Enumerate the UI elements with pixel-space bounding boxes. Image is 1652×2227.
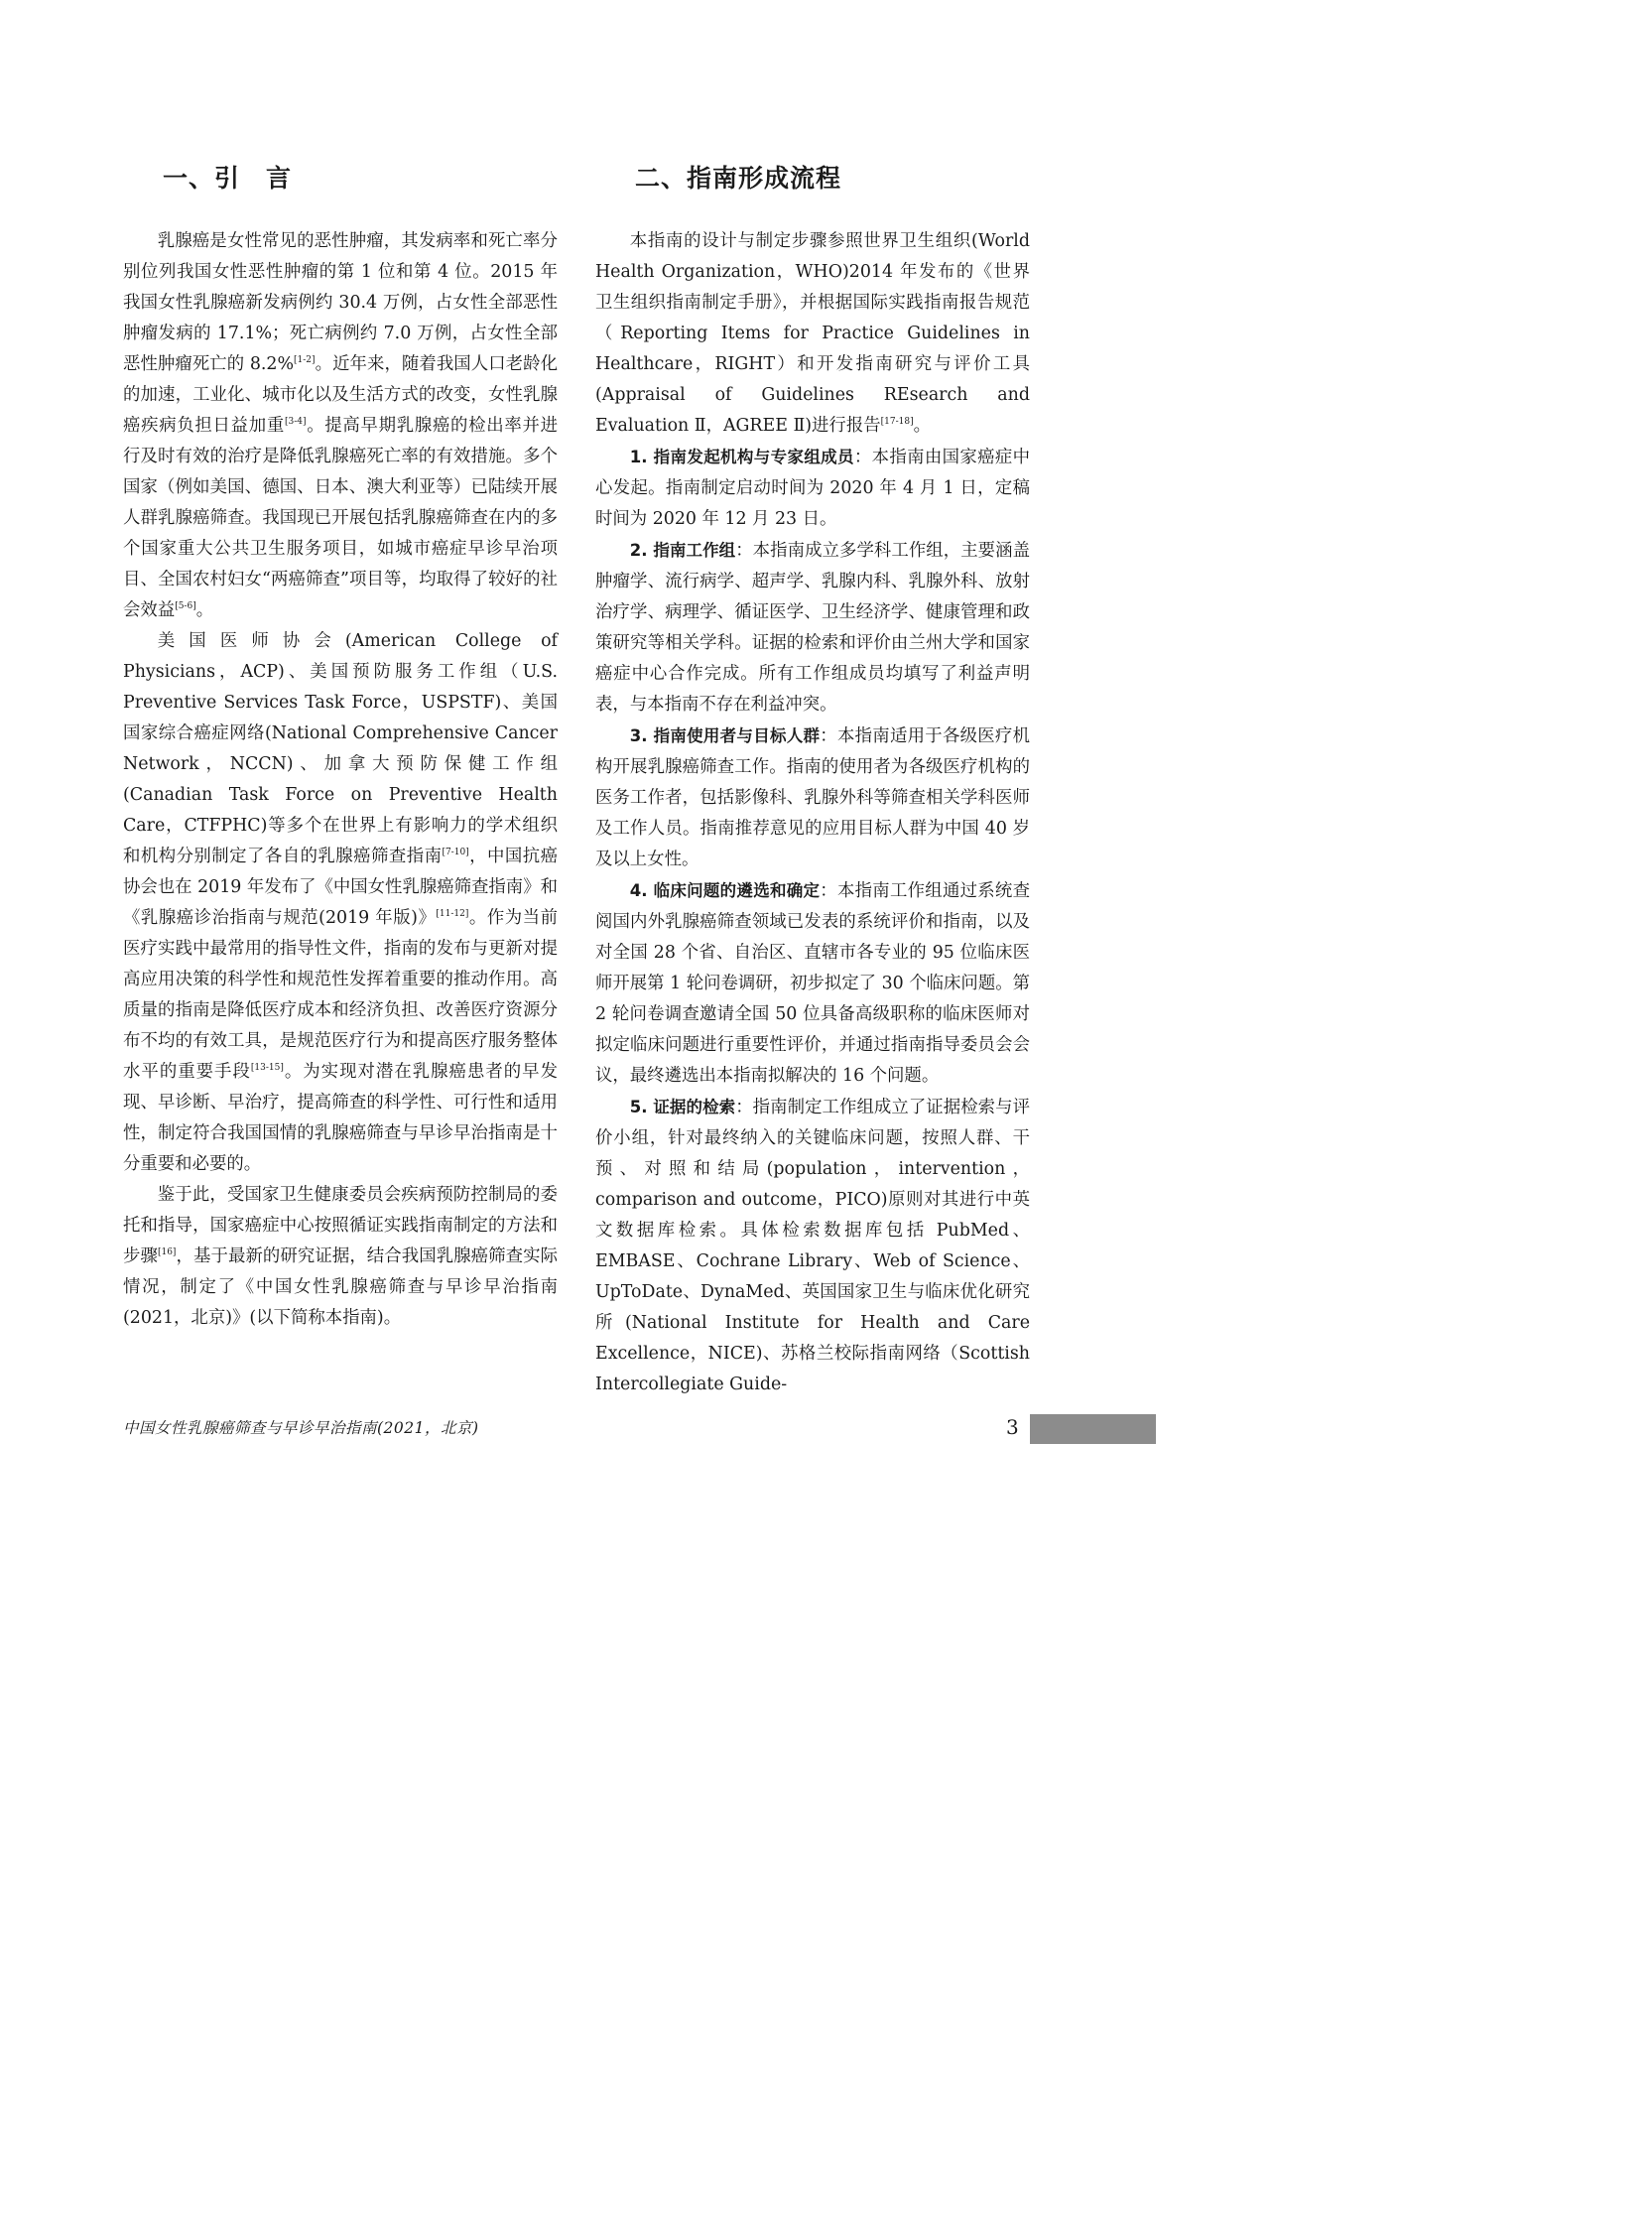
citation: [11-12] — [436, 909, 469, 919]
section-heading-introduction: 一、引 言 — [163, 164, 293, 193]
citation: [7-10] — [442, 848, 469, 857]
left-column — [123, 159, 558, 1334]
right-column — [595, 159, 1030, 1400]
process-item-2: 2. 指南工作组：本指南成立多学科工作组，主要涵盖肿瘤学、流行病学、超声学、乳腺内科、乳腺外科、放射治疗学、病理学、循证医学、卫生经济学、健康管理和政策研究等相关学科。证据的检索和评价由兰州大学和国家癌症中心合作完成。所有工作组成员均填写了利益声明表，与本指南不存在利益冲突。 — [595, 541, 1030, 715]
citation: [16] — [157, 1247, 177, 1257]
citation: [5-6] — [175, 601, 196, 611]
page-tab-bar — [1030, 1414, 1156, 1444]
item-title: 4. 临床问题的遴选和确定 — [629, 881, 821, 900]
citation: [13-15] — [250, 1063, 284, 1073]
item-title: 5. 证据的检索 — [629, 1098, 736, 1116]
intro-paragraph-3: 鉴于此，受国家卫生健康委员会疾病预防控制局的委托和指导，国家癌症中心按照循证实践指南制定的方法和步骤[16]，基于最新的研究证据，结合我国乳腺癌筛查实际情况，制定了《中国女性乳腺癌筛查与早诊早治指南(2021，北京)》(以下简称本指南)。 — [123, 1185, 558, 1328]
page-number: 3 — [1006, 1415, 1019, 1439]
citation: [17-18] — [880, 417, 914, 427]
running-footer-title: 中国女性乳腺癌筛查与早诊早治指南(2021，北京) — [123, 1419, 479, 1437]
item-title: 3. 指南使用者与目标人群 — [629, 726, 821, 745]
intro-paragraph-2: 美国医师协会(American College of Physicians，ACP)、美国预防服务工作组（U.S. Preventive Services Task Force，USPSTF)、美国国家综合癌症网络(National Comprehensive Cancer Network，NCCN)、加拿大预防保健工作组(Canadian Task Force on Preventive Health Care，CTFPHC)等多个在世界上有影响力的学术组织和机构分别制定了各自的乳腺癌筛查指南[7-10]，中国抗癌协会也在 2019 年发布了《中国女性乳腺癌筛查指南》和《乳腺癌诊治指南与规范(2019 年版)》[11-12]。作为当前医疗实践中最常用的指导性文件，指南的发布与更新对提高应用决策的科学性和规范性发挥着重要的推动作用。高质量的指南是降低医疗成本和经济负担、改善医疗资源分布不均的有效工具，是规范医疗行为和提高医疗服务整体水平的重要手段[13-15]。为实现对潜在乳腺癌患者的早发现、早诊断、早治疗，提高筛查的科学性、可行性和适用性，制定符合我国国情的乳腺癌筛查与早诊早治指南是十分重要和必要的。 — [123, 631, 558, 1174]
process-item-5: 5. 证据的检索：指南制定工作组成立了证据检索与评价小组，针对最终纳入的关键临床问题，按照人群、干预、对照和结局(population，intervention，comparison and outcome，PICO)原则对其进行中英文数据库检索。具体检索数据库包括 PubMed、EMBASE、Cochrane Library、Web of Science、UpToDate、DynaMed、英国国家卫生与临床优化研究所(National Institute for Health and Care Excellence，NICE)、苏格兰校际指南网络（Scottish Intercollegiate Guide- — [595, 1098, 1030, 1394]
process-item-4: 4. 临床问题的遴选和确定：本指南工作组通过系统查阅国内外乳腺癌筛查领域已发表的系统评价和指南，以及对全国 28 个省、自治区、直辖市各专业的 95 位临床医师开展第 1 轮问卷调研，初步拟定了 30 个临床问题。第 2 轮问卷调查邀请全国 50 位具备高级职称的临床医师对拟定临床问题进行重要性评价，并通过指南指导委员会会议，最终遴选出本指南拟解决的 16 个问题。 — [595, 881, 1030, 1086]
item-title: 1. 指南发起机构与专家组成员 — [629, 448, 854, 466]
process-intro-paragraph: 本指南的设计与制定步骤参照世界卫生组织(World Health Organization，WHO)2014 年发布的《世界卫生组织指南制定手册》，并根据国际实践指南报告规范（Reporting Items for Practice Guidelines in Healthcare，RIGHT）和开发指南研究与评价工具(Appraisal of Guidelines REsearch and Evaluation Ⅱ，AGREE Ⅱ)进行报告[17-18]。 — [595, 231, 1030, 436]
item-title: 2. 指南工作组 — [629, 541, 736, 560]
process-item-1: 1. 指南发起机构与专家组成员：本指南由国家癌症中心发起。指南制定启动时间为 2020 年 4 月 1 日，定稿时间为 2020 年 12 月 23 日。 — [595, 448, 1030, 529]
process-item-3: 3. 指南使用者与目标人群：本指南适用于各级医疗机构开展乳腺癌筛查工作。指南的使用者为各级医疗机构的医务工作者，包括影像科、乳腺外科等筛查相关学科医师及工作人员。指南推荐意见的应用目标人群为中国 40 岁及以上女性。 — [595, 726, 1030, 869]
citation: [1-2] — [294, 355, 316, 365]
section-heading-guideline-process: 二、指南形成流程 — [635, 164, 842, 193]
citation: [3-4] — [284, 417, 307, 427]
intro-paragraph-1: 乳腺癌是女性常见的恶性肿瘤，其发病率和死亡率分别位列我国女性恶性肿瘤的第 1 位和第 4 位。2015 年我国女性乳腺癌新发病例约 30.4 万例，占女性全部恶性肿瘤发病的 17.1%；死亡病例约 7.0 万例，占女性全部恶性肿瘤死亡的 8.2%[1-2]。近年来，随着我国人口老龄化的加速，工业化、城市化以及生活方式的改变，女性乳腺癌疾病负担日益加重[3-4]。提高早期乳腺癌的检出率并进行及时有效的治疗是降低乳腺癌死亡率的有效措施。多个国家（例如美国、德国、日本、澳大利亚等）已陆续开展人群乳腺癌筛查。我国现已开展包括乳腺癌筛查在内的多个国家重大公共卫生服务项目，如城市癌症早诊早治项目、全国农村妇女“两癌筛查”项目等，均取得了较好的社会效益[5-6]。 — [123, 231, 558, 620]
